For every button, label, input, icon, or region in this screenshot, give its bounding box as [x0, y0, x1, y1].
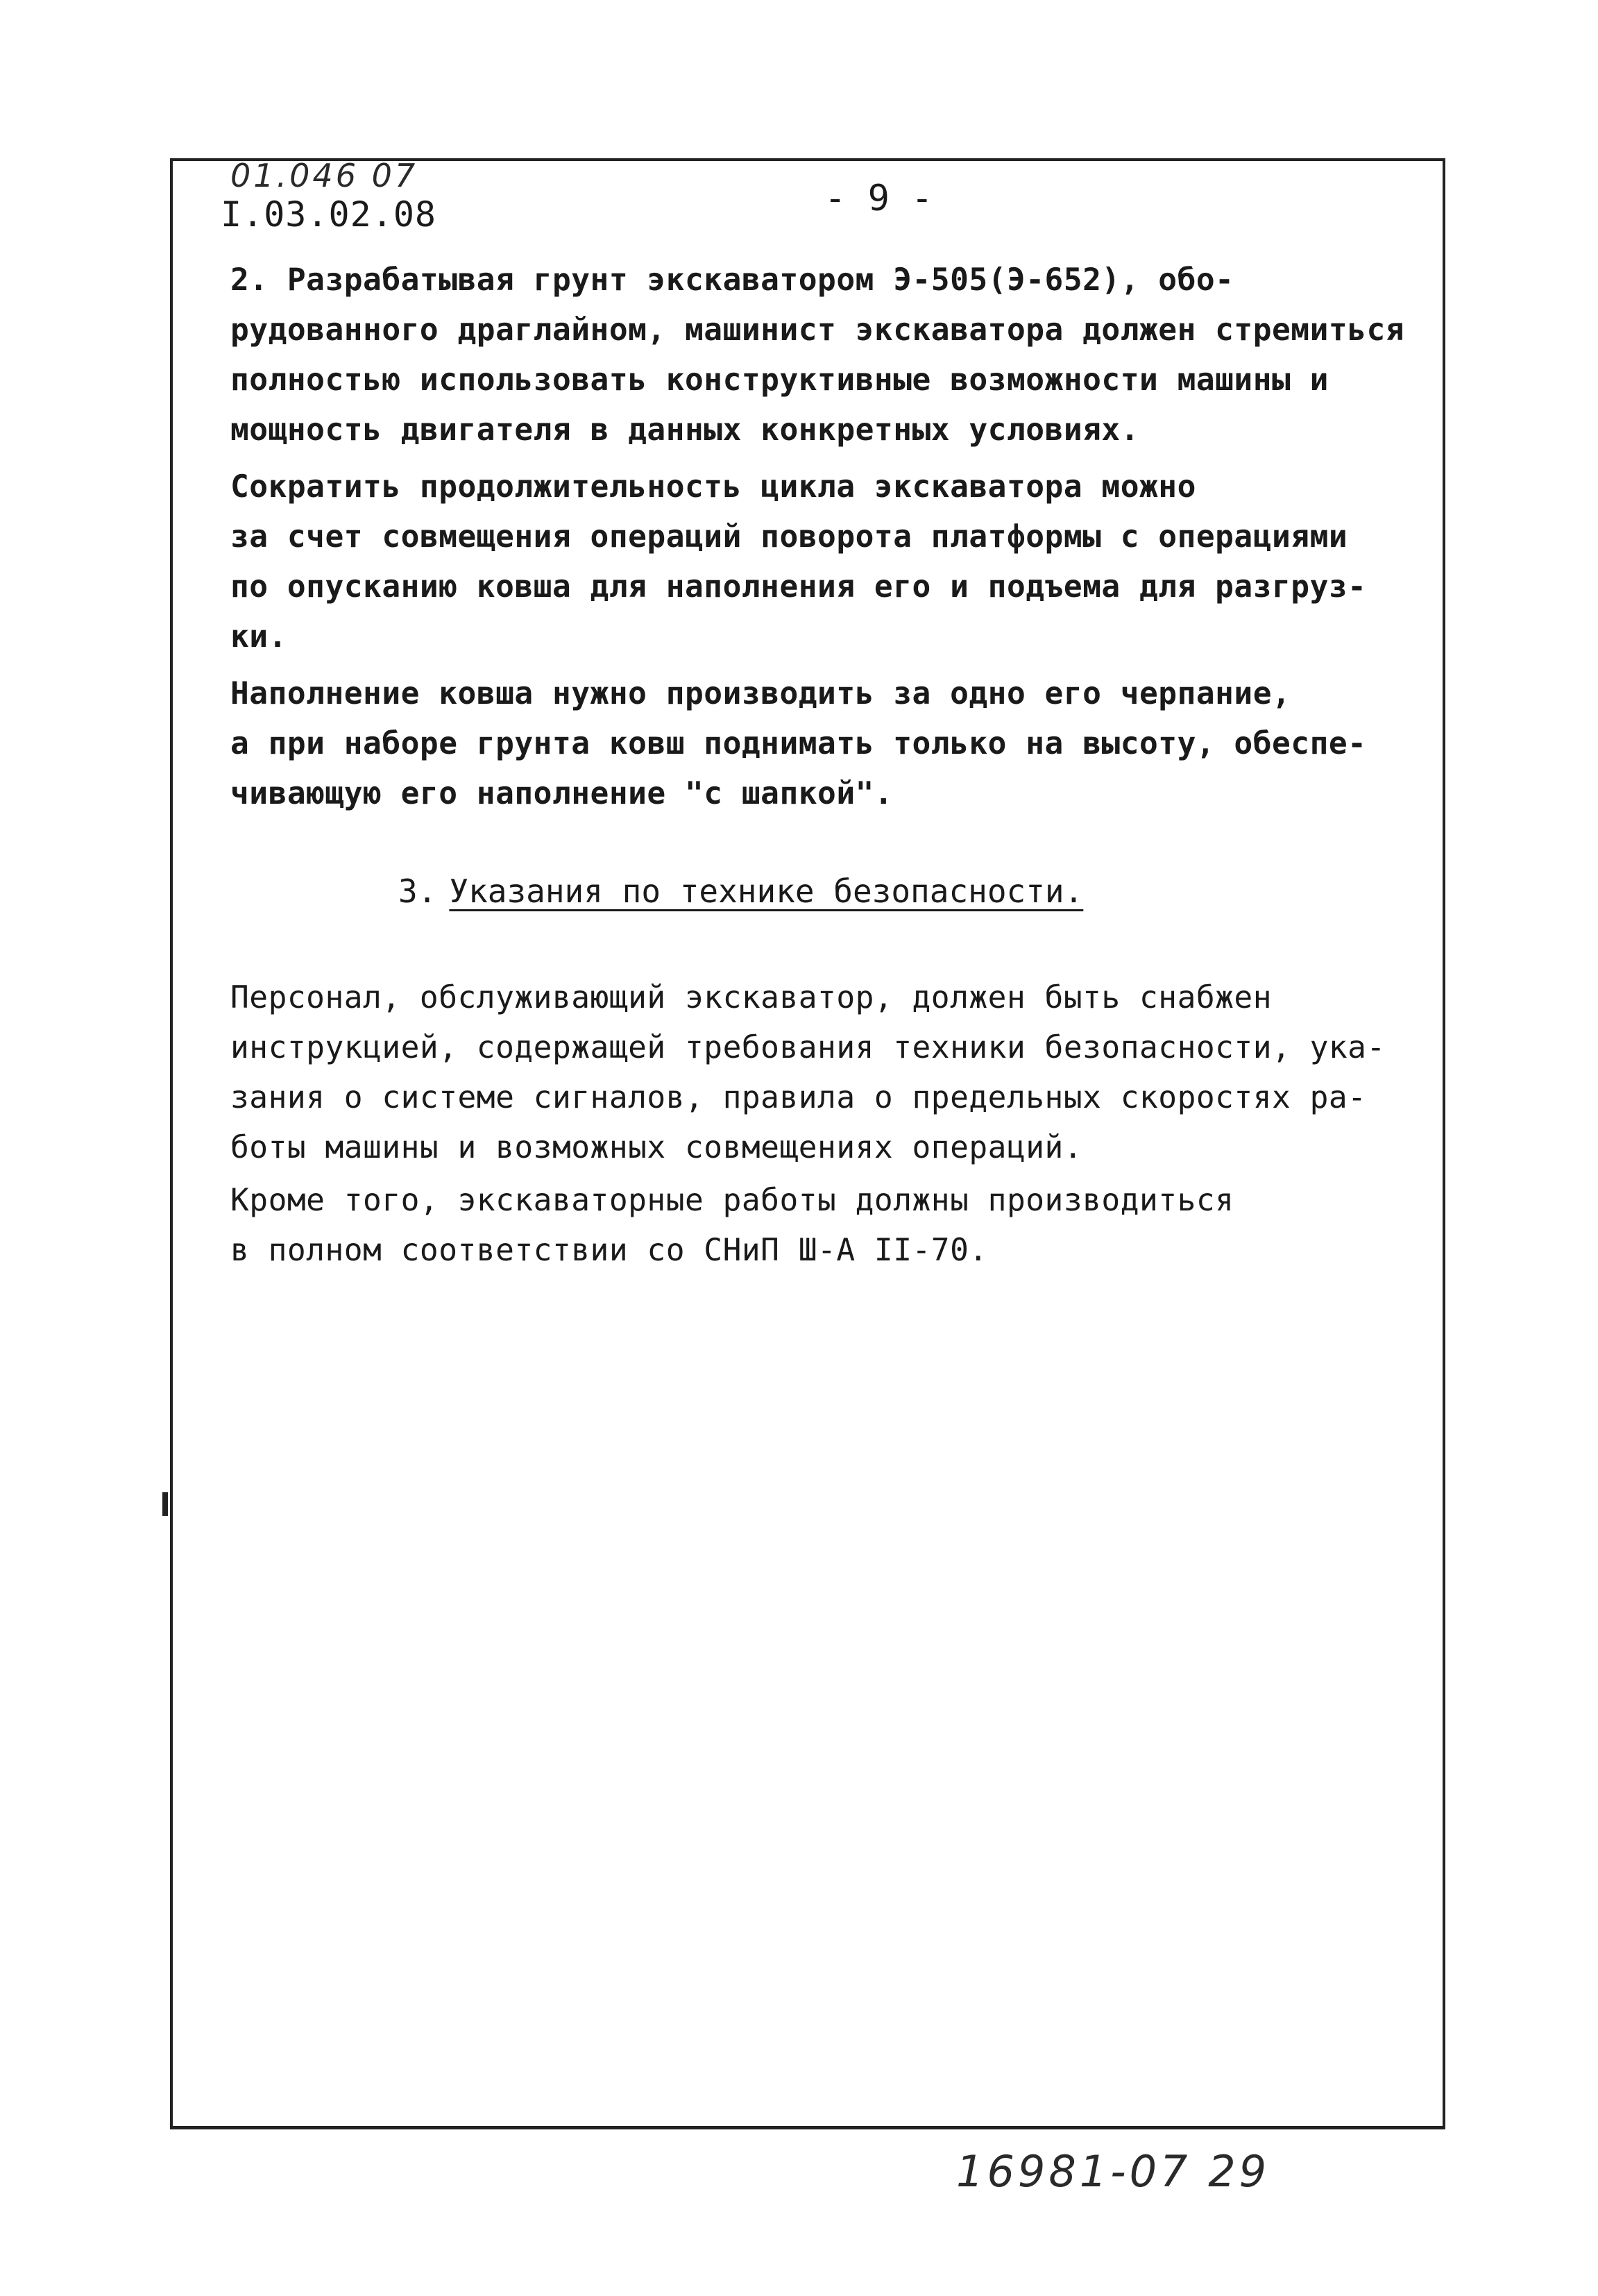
paragraph-bucket-filling: Наполнение ковша нужно производить за одно его черпание, а при наборе грунта ковш поднимать только на высоту, обеспе- чивающую его наполнение "с шапкой".	[230, 676, 1367, 811]
page-number: - 9 -	[824, 178, 933, 219]
paragraph-snip-compliance: Кроме того, экскаваторные работы должны производиться в полном соответствии со СНиП Ш-А II-70.	[230, 1183, 1234, 1268]
paragraph-cycle-reduction: Сократить продолжительность цикла экскаватора можно за счет совмещения операций поворота платформы с операциями по опусканию ковша для наполнения его и подъема для разгруз- ки.	[230, 469, 1367, 655]
handwritten-code: 01.046 07	[230, 157, 418, 194]
section-title: Указания по технике безопасности.	[449, 872, 1084, 910]
paragraph-excavation-method: 2. Разрабатывая грунт экскаватором Э-505(Э-652), обо- рудованного драглайном, машинист экскаватора должен стремиться полностью использовать конструктивные возможности машины и мощность двигателя в данных конкретных условиях.	[230, 262, 1405, 448]
handwritten-footer-number: 16981-07 29	[956, 2146, 1270, 2197]
section-number: 3.	[398, 872, 437, 910]
document-code: I.03.02.08	[221, 194, 437, 235]
paragraph-personnel-instructions: Персонал, обслуживающий экскаватор, должен быть снабжен инструкцией, содержащей требования техники безопасности, ука- зания о системе сигналов, правила о предельных скоростях ра- боты машины и возможных совмещениях операций.	[230, 980, 1386, 1165]
frame-mark	[162, 1492, 168, 1516]
section-heading	[398, 866, 1083, 916]
